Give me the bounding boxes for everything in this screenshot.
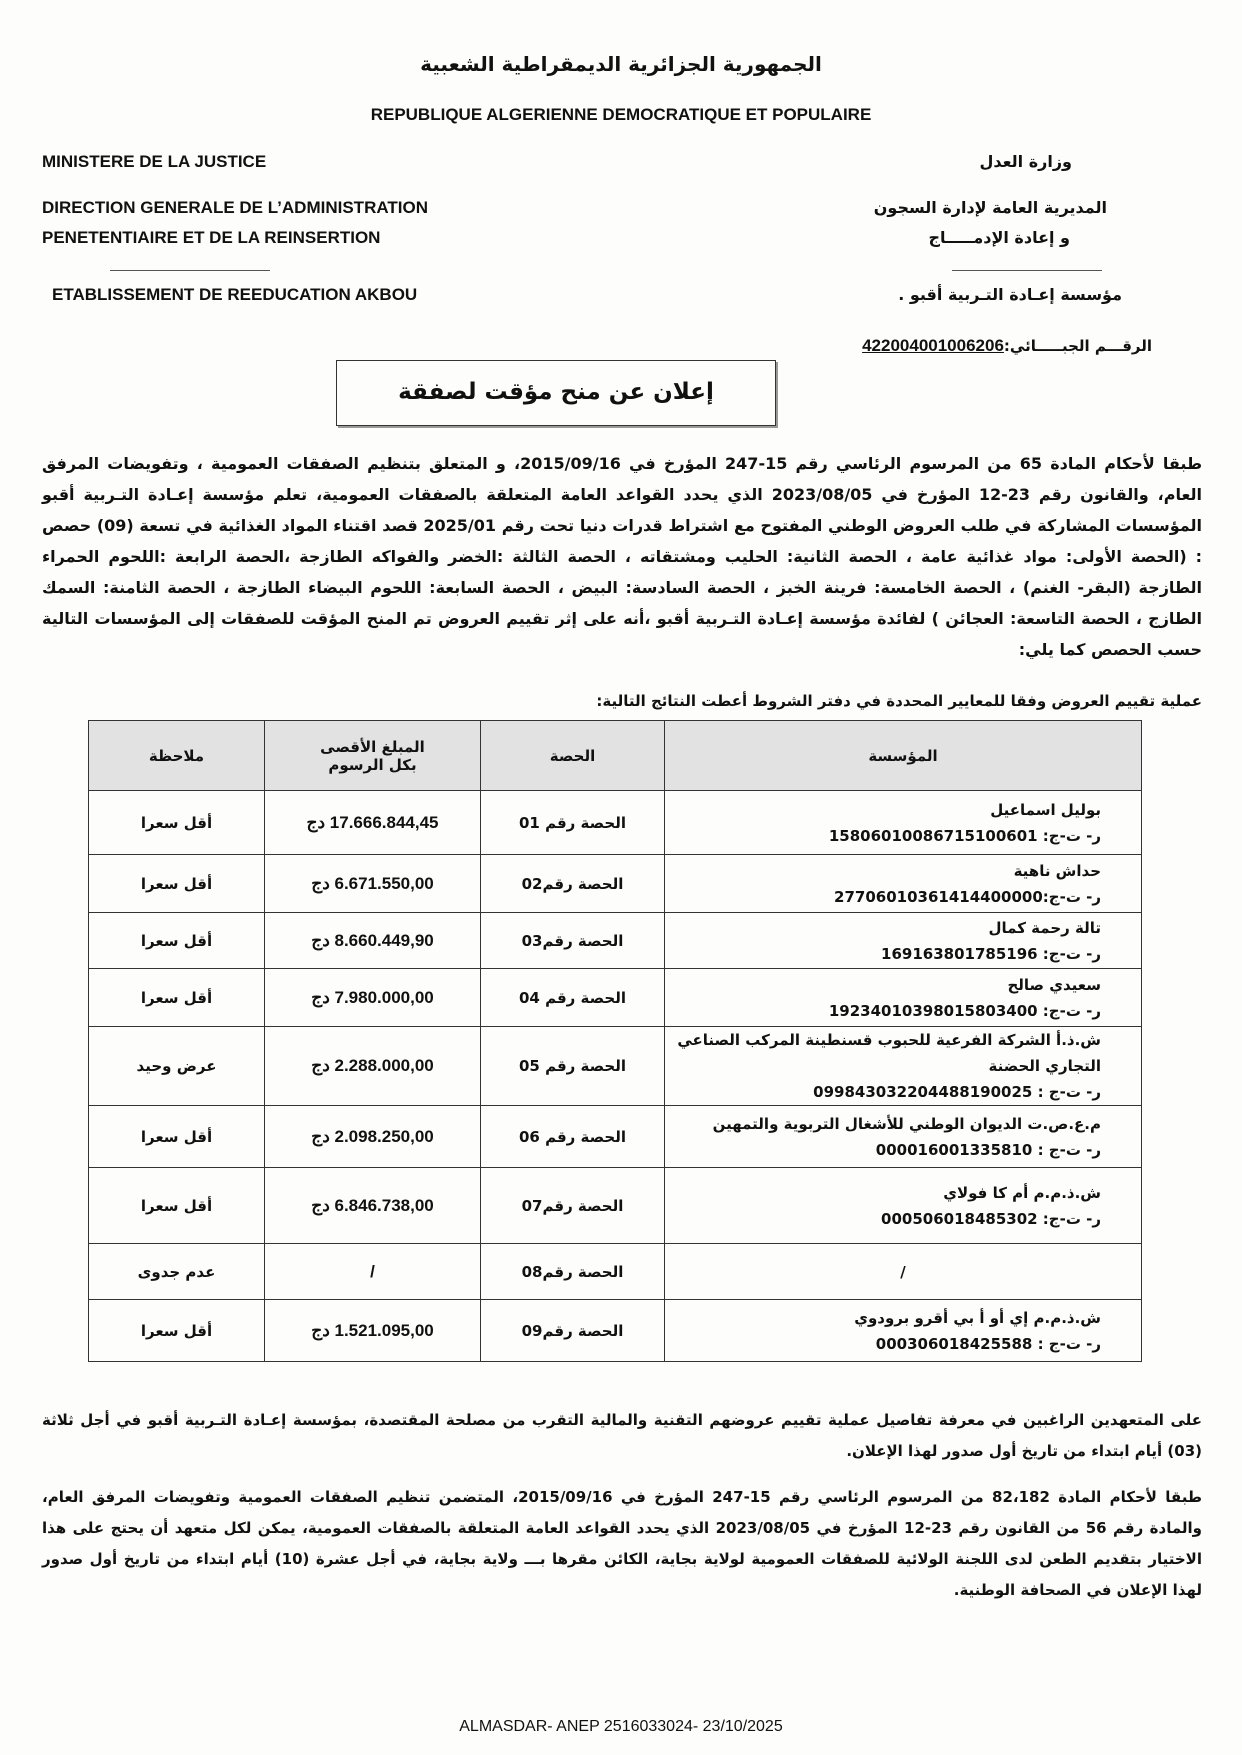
org-name: ش.ذ.أ الشركة الفرعية للحبوب قسنطينة المركب الصناعي التجاري الحضنة xyxy=(677,1031,1101,1075)
ar-direction-2: و إعادة الإدمـــــاج xyxy=(928,228,1070,247)
note-cell: أقل سعرا xyxy=(89,913,265,969)
page-title: إعلان عن منح مؤقت لصفقة xyxy=(336,360,776,426)
tax-id xyxy=(862,336,1152,356)
intro-results: عملية تقييم العروض وفقا للمعايير المحددة في دفتر الشروط أعطت النتائج التالية: xyxy=(596,692,1202,710)
lot-cell: الحصة رقم 04 xyxy=(481,969,665,1027)
org-name: تالة رحمة كمال xyxy=(988,918,1101,937)
org-cell xyxy=(665,1106,1142,1168)
org-cell xyxy=(665,1168,1142,1244)
ar-ministry: وزارة العدل xyxy=(979,152,1072,171)
lot-cell: الحصة رقم07 xyxy=(481,1168,665,1244)
note-cell: عرض وحيد xyxy=(89,1027,265,1106)
org-name: حداش ناهية xyxy=(1013,861,1101,880)
lot-cell: الحصة رقم 06 xyxy=(481,1106,665,1168)
amount-cell: 6.671.550,00 دج xyxy=(265,855,481,913)
ar-direction-1: المديرية العامة لإدارة السجون xyxy=(873,198,1107,217)
table-row xyxy=(89,791,1142,855)
table-row xyxy=(89,913,1142,969)
table-header-row xyxy=(89,721,1142,791)
lot-cell: الحصة رقم03 xyxy=(481,913,665,969)
ar-establishment: مؤسسة إعـادة التـربية أقبو . xyxy=(898,285,1122,304)
lot-cell: الحصة رقم 05 xyxy=(481,1027,665,1106)
org-cell xyxy=(665,855,1142,913)
org-cell xyxy=(665,913,1142,969)
org-nif: ر- ت-ج : 099843032204488190025 xyxy=(813,1083,1101,1101)
org-cell xyxy=(665,969,1142,1027)
table-row xyxy=(89,969,1142,1027)
col-note: ملاحظة xyxy=(89,721,265,791)
results-table xyxy=(88,720,1142,1362)
tax-number: 422004001006206 xyxy=(862,336,1004,355)
fr-ministry: MINISTERE DE LA JUSTICE xyxy=(42,152,267,171)
table-row xyxy=(89,1168,1142,1244)
amount-cell: 6.846.738,00 دج xyxy=(265,1168,481,1244)
note-cell: أقل سعرا xyxy=(89,855,265,913)
col-lot: الحصة xyxy=(481,721,665,791)
amount-cell: 17.666.844,45 دج xyxy=(265,791,481,855)
org-cell xyxy=(665,1300,1142,1362)
lot-cell: الحصة رقم08 xyxy=(481,1244,665,1300)
org-nif: ر- ت-ج: 000506018485302 xyxy=(881,1209,1101,1228)
amount-cell: 2.288.000,00 دج xyxy=(265,1027,481,1106)
org-name: / xyxy=(900,1262,906,1281)
details-paragraph: على المتعهدين الراغبين في معرفة تفاصيل عملية تقييم عروضهم التقنية والمالية التقرب من مصلحة المقتصدة، بمؤسسة إعـادة التـربية أقبو في أجل ثلاثة (03) أيام ابتداء من تاريخ أول صدور لهذا الإعلان. xyxy=(42,1411,1202,1460)
divider xyxy=(110,270,270,271)
table-row xyxy=(89,1244,1142,1300)
amount-cell: / xyxy=(265,1244,481,1300)
fr-republic-heading: REPUBLIQUE ALGERIENNE DEMOCRATIQUE ET POPULAIRE xyxy=(370,105,872,124)
org-nif: ر- ت-ج: 169163801785196 xyxy=(881,944,1101,963)
table-row xyxy=(89,1027,1142,1106)
note-cell: أقل سعرا xyxy=(89,791,265,855)
footer-reference: ALMASDAR- ANEP 2516033024- 23/10/2025 xyxy=(459,1718,783,1735)
col-amount: المبلغ الأقصى بكل الرسوم xyxy=(265,721,481,791)
table-row xyxy=(89,855,1142,913)
fr-direction-2: PENETENTIAIRE ET DE LA REINSERTION xyxy=(42,228,381,247)
note-cell: أقل سعرا xyxy=(89,1106,265,1168)
org-name: بوليل اسماعيل xyxy=(990,800,1101,819)
org-nif: ر- ت-ج: 19234010398015803400 xyxy=(828,1001,1101,1020)
amount-cell: 2.098.250,00 دج xyxy=(265,1106,481,1168)
tax-label: الرقـــم الجبـــــائي: xyxy=(1003,337,1152,355)
ar-republic-heading: الجمهورية الجزائرية الديمقراطية الشعبية xyxy=(420,52,822,76)
fr-establishment: ETABLISSEMENT DE REEDUCATION AKBOU xyxy=(52,285,418,304)
appeal-paragraph: طبقا لأحكام المادة 82،182 من المرسوم الرئاسي رقم 15-247 المؤرخ في 2015/09/16، المتضمن تنظيم الصفقات العمومية وتفويضات المرفق العام، والمادة رقم 56 من القانون رقم 23-12 المؤرخ في 2023/08/05 الذي يحدد القواعد العامة المتعلقة بالصفقات العمومية، يمكن لكل متعهد أن يحتج على هذا الاختيار بتقديم الطعن لدى اللجنة الولائية للصفقات العمومية لولاية بجاية، الكائن مقرها بـــ ولاية بجاية، في أجل عشرة (10) أيام ابتداء من تاريخ أول صدور لهذا الإعلان في الصحافة الوطنية. xyxy=(42,1488,1202,1599)
org-nif: ر- ت-ج : 000306018425588 xyxy=(875,1334,1101,1353)
org-name: سعيدي صالح xyxy=(1007,975,1101,994)
note-cell: أقل سعرا xyxy=(89,969,265,1027)
intro-paragraph: طبقا لأحكام المادة 65 من المرسوم الرئاسي رقم 15-247 المؤرخ في 2015/09/16، و المتعلق بتنظيم الصفقات العمومية ، وتفويضات المرفق العام، والقانون رقم 23-12 المؤرخ في 2023/08/05 الذي يحدد القواعد العامة المتعلقة بالصفقات العمومية، تعلم مؤسسة إعـادة التـربية أقبو المؤسسات المشاركة في طلب العروض الوطني المفتوح مع اشتراط قدرات دنيا تحت رقم 2025/01 قصد اقتناء المواد الغذائية في تسعة (09) حصص : (الحصة الأولى: مواد غذائية عامة ، الحصة الثانية: الحليب ومشتقاته ، الحصة الثالثة :الخضر والفواكه الطازجة ،الحصة الرابعة :اللحوم الحمراء الطازجة (البقر- الغنم) ، الحصة الخامسة: فرينة الخبز ، الحصة السادسة: البيض ، الحصة السابعة: اللحوم البيضاء الطازجة ، الحصة الثامنة: السمك الطازج ، الحصة التاسعة: العجائن ) لفائدة مؤسسة إعـادة التـربية أقبو ،أنه على إثر تقييم العروض تم المنح المؤقت للصفقات إلى المؤسسات التالية حسب الحصص كما يلي: xyxy=(42,454,1203,659)
org-cell xyxy=(665,1244,1142,1300)
note-cell: أقل سعرا xyxy=(89,1168,265,1244)
lot-cell: الحصة رقم 01 xyxy=(481,791,665,855)
lot-cell: الحصة رقم09 xyxy=(481,1300,665,1362)
org-name: ش.ذ.م.م إي أو أ بي أقرو برودوي xyxy=(854,1308,1101,1327)
amount-cell: 7.980.000,00 دج xyxy=(265,969,481,1027)
org-name: م.ع.ص.ت الديوان الوطني للأشغال التربوية والتمهين xyxy=(712,1114,1101,1133)
org-name: ش.ذ.م.م أم كا فولاي xyxy=(943,1183,1101,1202)
amount-cell: 1.521.095,00 دج xyxy=(265,1300,481,1362)
divider xyxy=(952,270,1102,271)
note-cell: أقل سعرا xyxy=(89,1300,265,1362)
note-cell: عدم جدوى xyxy=(89,1244,265,1300)
fr-direction-1: DIRECTION GENERALE DE L’ADMINISTRATION xyxy=(42,198,428,217)
org-nif: ر- ت-ج: 15806010086715100601 xyxy=(828,826,1101,845)
table-row xyxy=(89,1106,1142,1168)
table-row xyxy=(89,1300,1142,1362)
lot-cell: الحصة رقم02 xyxy=(481,855,665,913)
col-org: المؤسسة xyxy=(665,721,1142,791)
org-nif: ر- ت-ج:27706010361414400000 xyxy=(834,887,1101,906)
org-nif: ر- ت-ج : 000016001335810 xyxy=(875,1140,1101,1159)
org-cell xyxy=(665,1027,1142,1106)
org-cell xyxy=(665,791,1142,855)
amount-cell: 8.660.449,90 دج xyxy=(265,913,481,969)
